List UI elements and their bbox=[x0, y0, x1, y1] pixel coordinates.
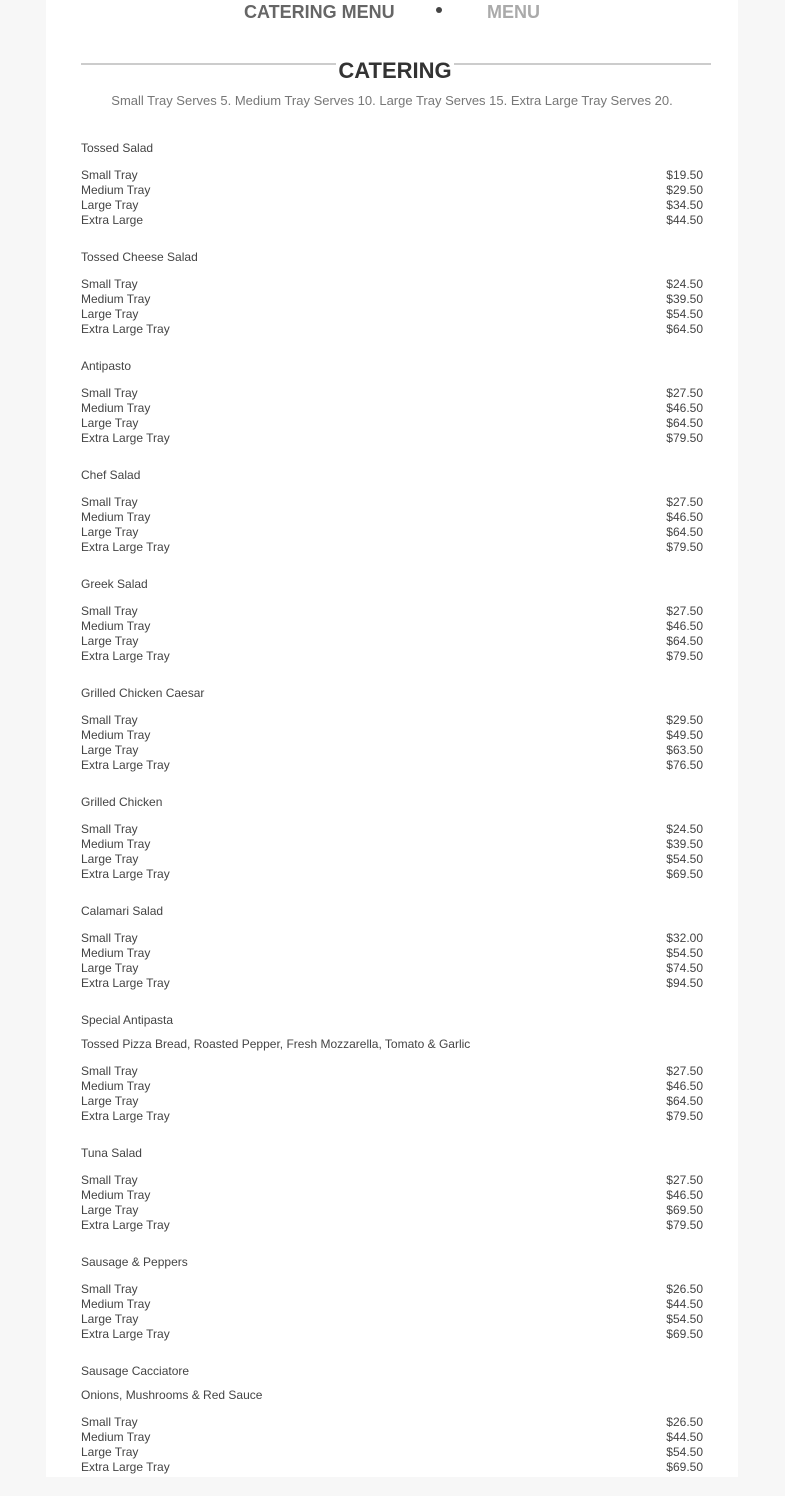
tier-label: Extra Large Tray bbox=[81, 1460, 170, 1474]
item-spacer bbox=[81, 882, 703, 903]
price-tier-row bbox=[81, 931, 703, 946]
tier-price: $26.50 bbox=[666, 1415, 703, 1429]
tier-label: Extra Large Tray bbox=[81, 1109, 170, 1123]
tier-label: Medium Tray bbox=[81, 1079, 151, 1093]
price-tier-list bbox=[81, 1173, 703, 1233]
item-spacer bbox=[81, 1124, 703, 1145]
price-tier-row bbox=[81, 307, 703, 322]
menu-item-name: Antipasto bbox=[81, 359, 132, 373]
title-divider-left bbox=[81, 63, 336, 65]
price-tier-row bbox=[81, 277, 703, 292]
price-tier-list bbox=[81, 495, 703, 555]
tier-label: Medium Tray bbox=[81, 401, 151, 415]
price-tier-row bbox=[81, 525, 703, 540]
tier-price: $54.50 bbox=[666, 1312, 703, 1326]
tier-price: $29.50 bbox=[666, 183, 703, 197]
tier-price: $79.50 bbox=[666, 540, 703, 554]
tier-label: Large Tray bbox=[81, 307, 139, 321]
tier-price: $32.00 bbox=[666, 931, 703, 945]
title-divider-right bbox=[454, 63, 711, 65]
tier-price: $46.50 bbox=[666, 1188, 703, 1202]
tier-label: Medium Tray bbox=[81, 292, 151, 306]
tier-price: $54.50 bbox=[666, 852, 703, 866]
price-tier-row bbox=[81, 292, 703, 307]
price-tier-row bbox=[81, 743, 703, 758]
nav-catering-menu-link[interactable]: CATERING MENU bbox=[244, 2, 395, 22]
menu-item-name: Special Antipasta bbox=[81, 1013, 174, 1027]
tier-price: $27.50 bbox=[666, 495, 703, 509]
tier-label: Large Tray bbox=[81, 743, 139, 757]
tier-label: Extra Large Tray bbox=[81, 758, 170, 772]
tier-label: Small Tray bbox=[81, 386, 138, 400]
tier-price: $19.50 bbox=[666, 168, 703, 182]
tier-price: $54.50 bbox=[666, 946, 703, 960]
price-tier-row bbox=[81, 822, 703, 837]
menu-item-description: Tossed Pizza Bread, Roasted Pepper, Fresh Mozzarella, Tomato & Garlic bbox=[81, 1037, 471, 1051]
price-tier-row bbox=[81, 1312, 703, 1327]
price-tier-row bbox=[81, 1109, 703, 1124]
top-nav bbox=[0, 0, 785, 24]
price-tier-row bbox=[81, 1173, 703, 1188]
price-tier-row bbox=[81, 495, 703, 510]
tier-price: $27.50 bbox=[666, 604, 703, 618]
page-title: CATERING bbox=[338, 58, 452, 83]
menu-item-name: Sausage & Peppers bbox=[81, 1255, 188, 1269]
menu-item-name: Tossed Cheese Salad bbox=[81, 250, 198, 264]
tier-label: Large Tray bbox=[81, 416, 139, 430]
price-tier-row bbox=[81, 322, 703, 337]
menu-item-name: Grilled Chicken bbox=[81, 795, 163, 809]
tier-label: Medium Tray bbox=[81, 1297, 151, 1311]
tier-label: Large Tray bbox=[81, 1312, 139, 1326]
item-spacer bbox=[81, 337, 703, 358]
tier-label: Small Tray bbox=[81, 822, 138, 836]
nav-menu-link[interactable]: MENU bbox=[487, 2, 540, 22]
tier-label: Large Tray bbox=[81, 634, 139, 648]
price-tier-list bbox=[81, 277, 703, 337]
price-tier-row bbox=[81, 1188, 703, 1203]
tier-price: $74.50 bbox=[666, 961, 703, 975]
tier-price: $46.50 bbox=[666, 1079, 703, 1093]
menu-item bbox=[81, 358, 703, 467]
menu-item-name: Greek Salad bbox=[81, 577, 148, 591]
tier-price: $79.50 bbox=[666, 1218, 703, 1232]
price-tier-row bbox=[81, 619, 703, 634]
tier-price: $79.50 bbox=[666, 1109, 703, 1123]
tier-label: Small Tray bbox=[81, 713, 138, 727]
price-tier-row bbox=[81, 1094, 703, 1109]
price-tier-row bbox=[81, 976, 703, 991]
price-tier-row bbox=[81, 1218, 703, 1233]
tier-price: $69.50 bbox=[666, 1460, 703, 1474]
price-tier-row bbox=[81, 1297, 703, 1312]
tier-label: Small Tray bbox=[81, 168, 138, 182]
price-tier-row bbox=[81, 758, 703, 773]
tier-price: $34.50 bbox=[666, 198, 703, 212]
menu-item bbox=[81, 1254, 703, 1363]
tier-price: $54.50 bbox=[666, 307, 703, 321]
menu-item bbox=[81, 903, 703, 1012]
price-tier-row bbox=[81, 1282, 703, 1297]
tier-label: Large Tray bbox=[81, 525, 139, 539]
menu-item-name: Tossed Salad bbox=[81, 141, 154, 155]
tier-label: Small Tray bbox=[81, 277, 138, 291]
tier-price: $64.50 bbox=[666, 1094, 703, 1108]
price-tier-row bbox=[81, 1079, 703, 1094]
item-spacer bbox=[81, 1475, 703, 1496]
tier-price: $46.50 bbox=[666, 619, 703, 633]
price-tier-row bbox=[81, 852, 703, 867]
tier-price: $27.50 bbox=[666, 1173, 703, 1187]
menu-item bbox=[81, 249, 703, 358]
tier-price: $79.50 bbox=[666, 431, 703, 445]
price-tier-list bbox=[81, 1064, 703, 1124]
tier-label: Extra Large Tray bbox=[81, 867, 170, 881]
tier-price: $49.50 bbox=[666, 728, 703, 742]
price-tier-list bbox=[81, 604, 703, 664]
tier-label: Medium Tray bbox=[81, 183, 151, 197]
price-tier-list bbox=[81, 168, 703, 228]
menu-item-name: Grilled Chicken Caesar bbox=[81, 686, 205, 700]
tier-label: Extra Large Tray bbox=[81, 976, 170, 990]
menu-item bbox=[81, 794, 703, 903]
tier-price: $44.50 bbox=[666, 1297, 703, 1311]
price-tier-row bbox=[81, 713, 703, 728]
catering-menu-list bbox=[81, 140, 703, 1496]
tier-price: $44.50 bbox=[666, 213, 703, 227]
menu-item bbox=[81, 140, 703, 249]
price-tier-row bbox=[81, 540, 703, 555]
tier-price: $64.50 bbox=[666, 525, 703, 539]
tier-price: $27.50 bbox=[666, 386, 703, 400]
price-tier-row bbox=[81, 1415, 703, 1430]
tier-label: Medium Tray bbox=[81, 1430, 151, 1444]
tier-label: Large Tray bbox=[81, 961, 139, 975]
tier-label: Extra Large Tray bbox=[81, 431, 170, 445]
tier-label: Medium Tray bbox=[81, 619, 151, 633]
tier-label: Medium Tray bbox=[81, 510, 151, 524]
menu-item bbox=[81, 467, 703, 576]
tier-price: $94.50 bbox=[666, 976, 703, 990]
menu-item bbox=[81, 685, 703, 794]
menu-item bbox=[81, 1363, 703, 1496]
tier-label: Medium Tray bbox=[81, 1188, 151, 1202]
tier-label: Large Tray bbox=[81, 852, 139, 866]
tier-label: Large Tray bbox=[81, 198, 139, 212]
tier-label: Small Tray bbox=[81, 1415, 138, 1429]
tier-label: Large Tray bbox=[81, 1203, 139, 1217]
tier-price: $69.50 bbox=[666, 1327, 703, 1341]
tier-price: $39.50 bbox=[666, 292, 703, 306]
item-spacer bbox=[81, 991, 703, 1012]
tier-label: Small Tray bbox=[81, 604, 138, 618]
price-tier-list bbox=[81, 822, 703, 882]
item-spacer bbox=[81, 555, 703, 576]
price-tier-row bbox=[81, 837, 703, 852]
tier-price: $64.50 bbox=[666, 416, 703, 430]
menu-item bbox=[81, 1145, 703, 1254]
tier-label: Extra Large Tray bbox=[81, 1327, 170, 1341]
nav-separator-dot bbox=[436, 7, 442, 13]
item-spacer bbox=[81, 446, 703, 467]
tier-price: $39.50 bbox=[666, 837, 703, 851]
tier-price: $27.50 bbox=[666, 1064, 703, 1078]
menu-item bbox=[81, 576, 703, 685]
menu-item-name: Calamari Salad bbox=[81, 904, 164, 918]
tier-label: Extra Large Tray bbox=[81, 322, 170, 336]
tier-label: Small Tray bbox=[81, 931, 138, 945]
price-tier-row bbox=[81, 386, 703, 401]
tier-price: $64.50 bbox=[666, 634, 703, 648]
price-tier-row bbox=[81, 1203, 703, 1218]
menu-item bbox=[81, 1012, 703, 1145]
tier-price: $76.50 bbox=[666, 758, 703, 772]
price-tier-row bbox=[81, 961, 703, 976]
menu-item-name: Tuna Salad bbox=[81, 1146, 142, 1160]
tier-price: $46.50 bbox=[666, 401, 703, 415]
tier-price: $79.50 bbox=[666, 649, 703, 663]
price-tier-row bbox=[81, 604, 703, 619]
price-tier-row bbox=[81, 213, 703, 228]
page-title-row bbox=[81, 58, 711, 84]
tier-price: $64.50 bbox=[666, 322, 703, 336]
price-tier-row bbox=[81, 416, 703, 431]
price-tier-row bbox=[81, 1327, 703, 1342]
tier-label: Small Tray bbox=[81, 495, 138, 509]
price-tier-row bbox=[81, 401, 703, 416]
price-tier-row bbox=[81, 183, 703, 198]
price-tier-row bbox=[81, 649, 703, 664]
tier-label: Extra Large Tray bbox=[81, 649, 170, 663]
price-tier-list bbox=[81, 1415, 703, 1475]
tier-label: Extra Large Tray bbox=[81, 1218, 170, 1232]
item-spacer bbox=[81, 1342, 703, 1363]
tier-label: Medium Tray bbox=[81, 946, 151, 960]
price-tier-row bbox=[81, 510, 703, 525]
tier-price: $69.50 bbox=[666, 867, 703, 881]
price-tier-row bbox=[81, 728, 703, 743]
price-tier-row bbox=[81, 634, 703, 649]
tier-price: $54.50 bbox=[666, 1445, 703, 1459]
tier-price: $24.50 bbox=[666, 277, 703, 291]
menu-item-name: Chef Salad bbox=[81, 468, 141, 482]
price-tier-row bbox=[81, 1430, 703, 1445]
tier-price: $46.50 bbox=[666, 510, 703, 524]
tier-label: Small Tray bbox=[81, 1282, 138, 1296]
tier-label: Medium Tray bbox=[81, 728, 151, 742]
price-tier-row bbox=[81, 1445, 703, 1460]
item-spacer bbox=[81, 1233, 703, 1254]
price-tier-list bbox=[81, 386, 703, 446]
item-spacer bbox=[81, 664, 703, 685]
tier-label: Large Tray bbox=[81, 1094, 139, 1108]
tier-price: $63.50 bbox=[666, 743, 703, 757]
tier-price: $29.50 bbox=[666, 713, 703, 727]
tier-price: $44.50 bbox=[666, 1430, 703, 1444]
tier-label: Extra Large Tray bbox=[81, 540, 170, 554]
price-tier-row bbox=[81, 1064, 703, 1079]
menu-item-description: Onions, Mushrooms & Red Sauce bbox=[81, 1388, 263, 1402]
tier-label: Small Tray bbox=[81, 1064, 138, 1078]
price-tier-row bbox=[81, 168, 703, 183]
tier-label: Medium Tray bbox=[81, 837, 151, 851]
price-tier-list bbox=[81, 1282, 703, 1342]
tier-price: $24.50 bbox=[666, 822, 703, 836]
tier-label: Extra Large bbox=[81, 213, 144, 227]
serving-sizes-note: Small Tray Serves 5. Medium Tray Serves 10. Large Tray Serves 15. Extra Large Tray Serves 20. bbox=[111, 93, 673, 108]
tier-label: Large Tray bbox=[81, 1445, 139, 1459]
price-tier-row bbox=[81, 198, 703, 213]
item-spacer bbox=[81, 773, 703, 794]
menu-item-name: Sausage Cacciatore bbox=[81, 1364, 190, 1378]
item-spacer bbox=[81, 228, 703, 249]
price-tier-list bbox=[81, 931, 703, 991]
price-tier-list bbox=[81, 713, 703, 773]
tier-label: Small Tray bbox=[81, 1173, 138, 1187]
price-tier-row bbox=[81, 867, 703, 882]
price-tier-row bbox=[81, 946, 703, 961]
tier-price: $26.50 bbox=[666, 1282, 703, 1296]
tier-price: $69.50 bbox=[666, 1203, 703, 1217]
price-tier-row bbox=[81, 1460, 703, 1475]
price-tier-row bbox=[81, 431, 703, 446]
